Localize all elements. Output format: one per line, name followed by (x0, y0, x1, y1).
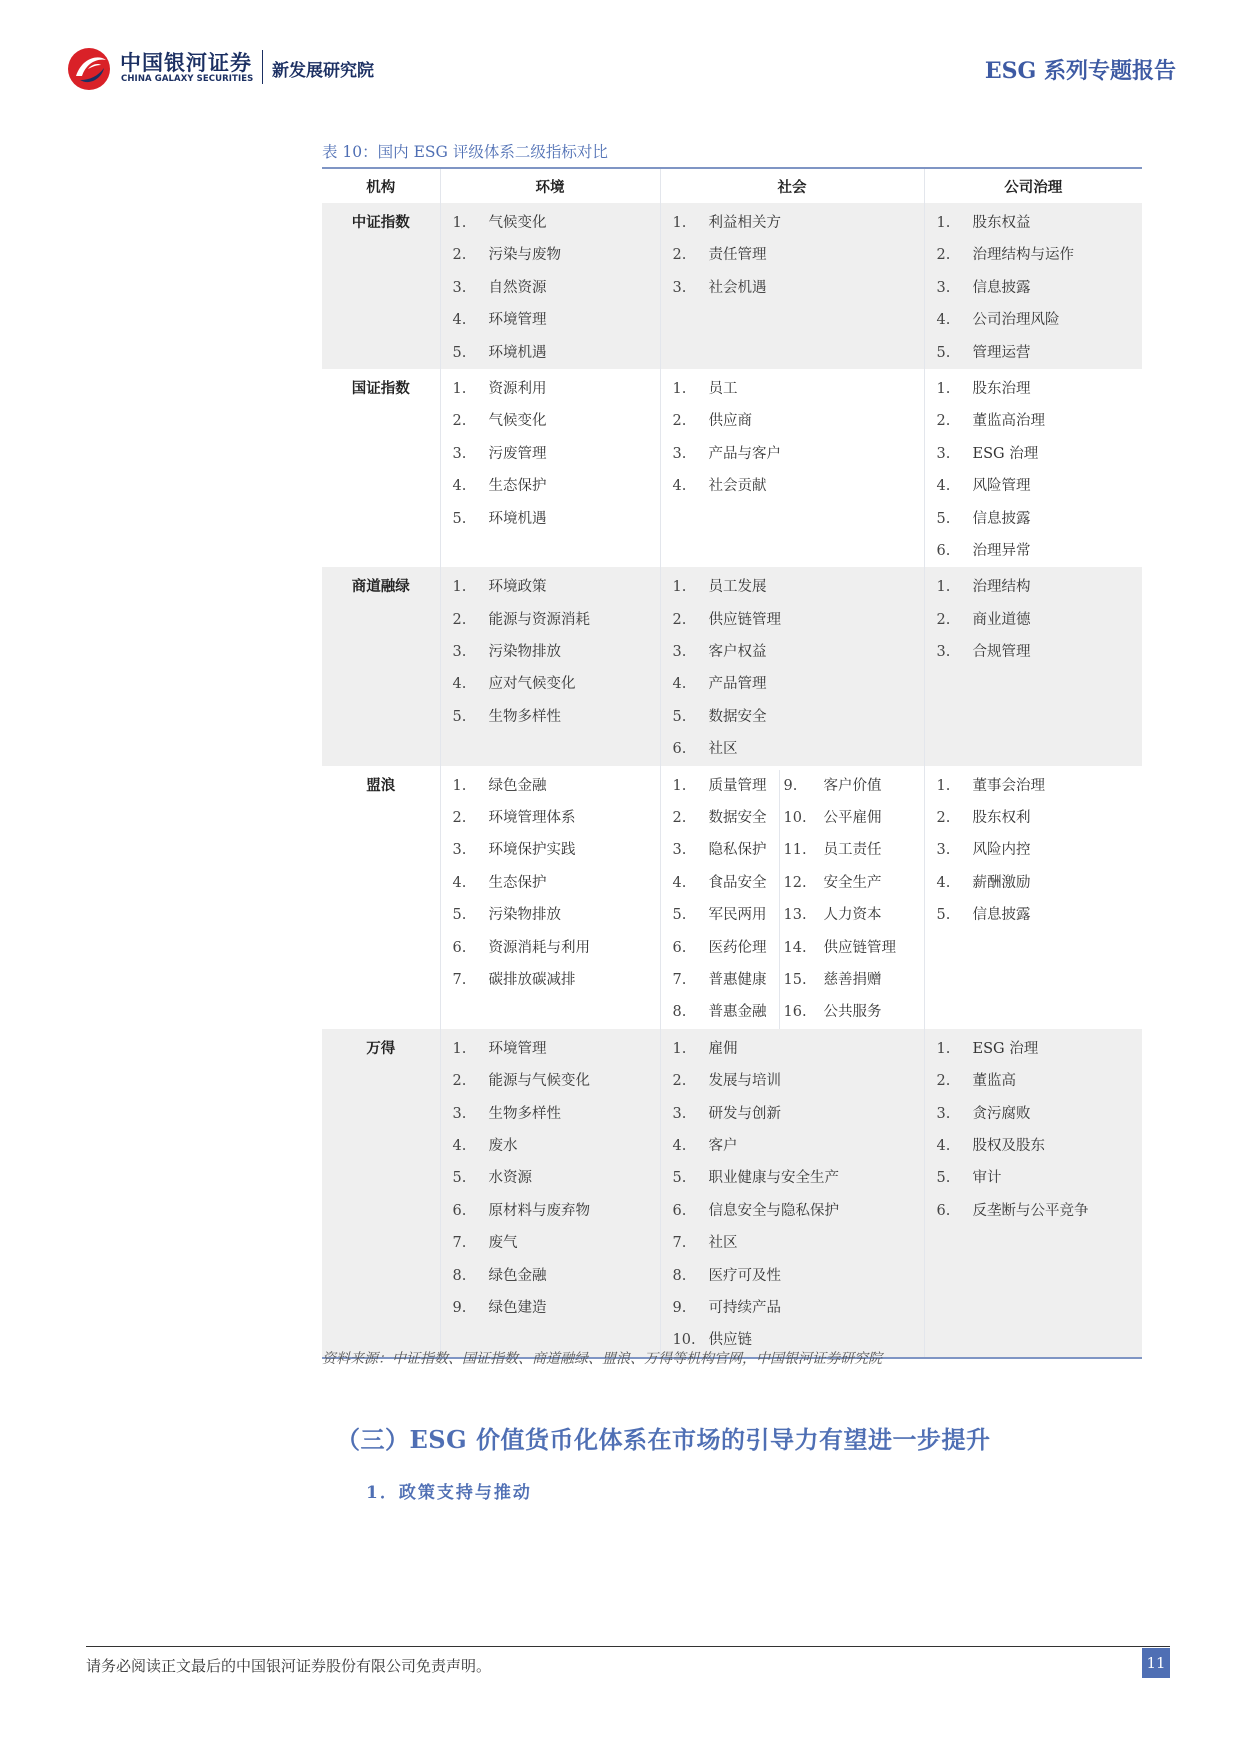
esg-indicator-table (322, 167, 1142, 1359)
list-item: 6. 信息安全与隐私保护 (672, 1202, 839, 1219)
logo-chinese-name: 中国银河证券 (120, 51, 252, 75)
social-list (661, 1033, 924, 1357)
table-row (322, 567, 1142, 765)
list-item: 2. 董监高治理 (936, 413, 1045, 430)
social-split (661, 770, 924, 1029)
list-item: 3. 产品与客户 (672, 445, 781, 462)
list-item: 3. 自然资源 (452, 279, 547, 296)
list-item: 4. 客户 (672, 1137, 738, 1154)
list-item: 2. 股东权利 (936, 810, 1031, 827)
list-item: 5. 职业健康与安全生产 (672, 1170, 839, 1187)
subsection-heading: 1．政策支持与推动 (366, 1483, 532, 1503)
list-item: 1. ESG 治理 (936, 1040, 1039, 1057)
list-item: 5. 生物多样性 (452, 708, 561, 725)
list-item: 3. 合规管理 (936, 644, 1031, 661)
governance-cell (924, 369, 1142, 567)
list-item: 13. 人力资本 (783, 907, 882, 924)
list-item: 14. 供应链管理 (783, 939, 896, 956)
environment-cell (440, 203, 660, 369)
list-item: 9. 可持续产品 (672, 1299, 781, 1316)
social-list (661, 373, 924, 503)
page-header (0, 0, 1240, 110)
list-item: 8. 医疗可及性 (672, 1267, 781, 1284)
list-item: 8. 普惠金融 (672, 1004, 767, 1021)
list-item: 10. 供应链 (672, 1332, 752, 1349)
list-item: 1. 员工发展 (672, 579, 767, 596)
list-item: 5. 污染物排放 (452, 907, 561, 924)
list-item: 3. 风险内控 (936, 842, 1031, 859)
list-item: 2. 数据安全 (672, 810, 767, 827)
list-item: 3. 贪污腐败 (936, 1105, 1031, 1122)
list-item: 4. 生态保护 (452, 874, 547, 891)
list-item: 3. 客户权益 (672, 644, 767, 661)
list-item: 9. 绿色建造 (452, 1299, 547, 1316)
list-item: 4. 股权及股东 (936, 1137, 1045, 1154)
social-cell (660, 369, 924, 567)
table-row (322, 369, 1142, 567)
list-item: 4. 风险管理 (936, 478, 1031, 495)
environment-cell (440, 369, 660, 567)
list-item: 7. 社区 (672, 1235, 738, 1252)
list-item: 1. 雇佣 (672, 1040, 738, 1057)
list-item: 9. 客户价值 (783, 777, 882, 794)
header-environment: 环境 (440, 168, 660, 203)
list-item: 5. 水资源 (452, 1170, 532, 1187)
social-list-right (780, 770, 924, 1029)
list-item: 6. 治理异常 (936, 542, 1031, 559)
list-item: 3. 环境保护实践 (452, 842, 576, 859)
list-item: 8. 绿色金融 (452, 1267, 547, 1284)
list-item: 3. 隐私保护 (672, 842, 767, 859)
list-item: 1. 董事会治理 (936, 777, 1045, 794)
environment-list (441, 1033, 660, 1325)
social-list (661, 571, 924, 765)
list-item: 1. 股东治理 (936, 380, 1031, 397)
governance-cell (924, 1029, 1142, 1358)
list-item: 4. 产品管理 (672, 676, 767, 693)
list-item: 6. 医药伦理 (672, 939, 767, 956)
list-item: 4. 应对气候变化 (452, 676, 576, 693)
governance-list (925, 373, 1143, 567)
list-item: 1. 治理结构 (936, 579, 1031, 596)
org-cell: 盟浪 (322, 766, 440, 1029)
list-item: 4. 环境管理 (452, 312, 547, 329)
list-item: 2. 能源与气候变化 (452, 1073, 590, 1090)
list-item: 2. 气候变化 (452, 413, 547, 430)
social-cell (660, 203, 924, 369)
environment-cell (440, 567, 660, 765)
list-item: 2. 治理结构与运作 (936, 247, 1074, 264)
page-number: 11 (1142, 1648, 1170, 1678)
governance-cell (924, 766, 1142, 1029)
list-item: 2. 董监高 (936, 1073, 1016, 1090)
header-divider (262, 50, 263, 84)
list-item: 7. 碳排放碳减排 (452, 971, 576, 988)
list-item: 1. 环境政策 (452, 579, 547, 596)
header-org: 机构 (322, 168, 440, 203)
list-item: 7. 普惠健康 (672, 971, 767, 988)
logo-english-name: CHINA GALAXY SECURITIES (121, 74, 254, 84)
list-item: 1. 环境管理 (452, 1040, 547, 1057)
list-item: 1. 绿色金融 (452, 777, 547, 794)
table-row (322, 203, 1142, 369)
list-item: 1. 员工 (672, 380, 738, 397)
list-item: 10. 公平雇佣 (783, 810, 882, 827)
header-social: 社会 (660, 168, 924, 203)
social-cell (660, 1029, 924, 1358)
list-item: 6. 资源消耗与利用 (452, 939, 590, 956)
footer-disclaimer: 请务必阅读正文最后的中国银河证券股份有限公司免责声明。 (86, 1657, 492, 1675)
environment-cell (440, 766, 660, 1029)
list-item: 4. 公司治理风险 (936, 312, 1060, 329)
org-cell: 商道融绿 (322, 567, 440, 765)
table-caption: 表 10：国内 ESG 评级体系二级指标对比 (322, 143, 608, 161)
list-item: 5. 军民两用 (672, 907, 767, 924)
list-item: 6. 原材料与废弃物 (452, 1202, 590, 1219)
list-item: 1. 资源利用 (452, 380, 547, 397)
list-item: 2. 发展与培训 (672, 1073, 781, 1090)
list-item: 3. 污染物排放 (452, 644, 561, 661)
institute-name: 新发展研究院 (272, 61, 374, 81)
list-item: 5. 环境机遇 (452, 344, 547, 361)
list-item: 15. 慈善捐赠 (783, 971, 882, 988)
list-item: 1. 利益相关方 (672, 215, 781, 231)
org-cell: 国证指数 (322, 369, 440, 567)
list-item: 2. 环境管理体系 (452, 810, 576, 827)
table-row (322, 766, 1142, 1029)
table-header-row (322, 168, 1142, 203)
list-item: 2. 能源与资源消耗 (452, 611, 590, 628)
list-item: 5. 信息披露 (936, 510, 1031, 527)
list-item: 7. 废气 (452, 1235, 518, 1252)
list-item: 3. ESG 治理 (936, 445, 1039, 462)
governance-list (925, 207, 1143, 369)
list-item: 2. 污染与废物 (452, 247, 561, 264)
list-item: 2. 供应链管理 (672, 611, 781, 628)
list-item: 1. 质量管理 (672, 777, 767, 794)
social-list (661, 207, 924, 304)
header-governance: 公司治理 (924, 168, 1142, 203)
list-item: 4. 废水 (452, 1137, 518, 1154)
list-item: 2. 商业道德 (936, 611, 1031, 628)
list-item: 1. 气候变化 (452, 215, 547, 231)
governance-cell (924, 567, 1142, 765)
list-item: 6. 反垄断与公平竞争 (936, 1202, 1089, 1219)
list-item: 5. 管理运营 (936, 344, 1031, 361)
list-item: 5. 信息披露 (936, 907, 1031, 924)
list-item: 4. 生态保护 (452, 478, 547, 495)
social-list-left (661, 770, 780, 1029)
list-item: 5. 数据安全 (672, 708, 767, 725)
list-item: 3. 研发与创新 (672, 1105, 781, 1122)
list-item: 6. 社区 (672, 741, 738, 758)
list-item: 2. 供应商 (672, 413, 752, 430)
table-source-note: 资料来源：中证指数、国证指数、商道融绿、盟浪、万得等机构官网，中国银河证券研究院 (322, 1351, 882, 1367)
list-item: 3. 污废管理 (452, 445, 547, 462)
org-cell: 中证指数 (322, 203, 440, 369)
environment-list (441, 207, 660, 369)
social-cell (660, 766, 924, 1029)
footer-divider (86, 1646, 1170, 1647)
list-item: 16. 公共服务 (783, 1004, 882, 1021)
list-item: 3. 生物多样性 (452, 1105, 561, 1122)
list-item: 2. 责任管理 (672, 247, 767, 264)
list-item: 5. 审计 (936, 1170, 1002, 1187)
list-item: 3. 信息披露 (936, 279, 1031, 296)
list-item: 3. 社会机遇 (672, 279, 767, 296)
environment-list (441, 571, 660, 733)
governance-list (925, 770, 1143, 932)
list-item: 4. 食品安全 (672, 874, 767, 891)
environment-list (441, 373, 660, 535)
table-row (322, 1029, 1142, 1358)
list-item: 5. 环境机遇 (452, 510, 547, 527)
list-item: 11. 员工责任 (783, 842, 882, 859)
list-item: 4. 薪酬激励 (936, 874, 1031, 891)
galaxy-logo-icon (66, 46, 112, 92)
governance-cell (924, 203, 1142, 369)
list-item: 1. 股东权益 (936, 215, 1031, 231)
governance-list (925, 1033, 1143, 1227)
social-cell (660, 567, 924, 765)
governance-list (925, 571, 1143, 668)
section-heading: （三）ESG 价值货币化体系在市场的引导力有望进一步提升 (336, 1425, 991, 1454)
list-item: 4. 社会贡献 (672, 478, 767, 495)
list-item: 12. 安全生产 (783, 874, 882, 891)
report-series-title: ESG 系列专题报告 (984, 58, 1176, 84)
org-cell: 万得 (322, 1029, 440, 1358)
environment-list (441, 770, 660, 997)
environment-cell (440, 1029, 660, 1358)
